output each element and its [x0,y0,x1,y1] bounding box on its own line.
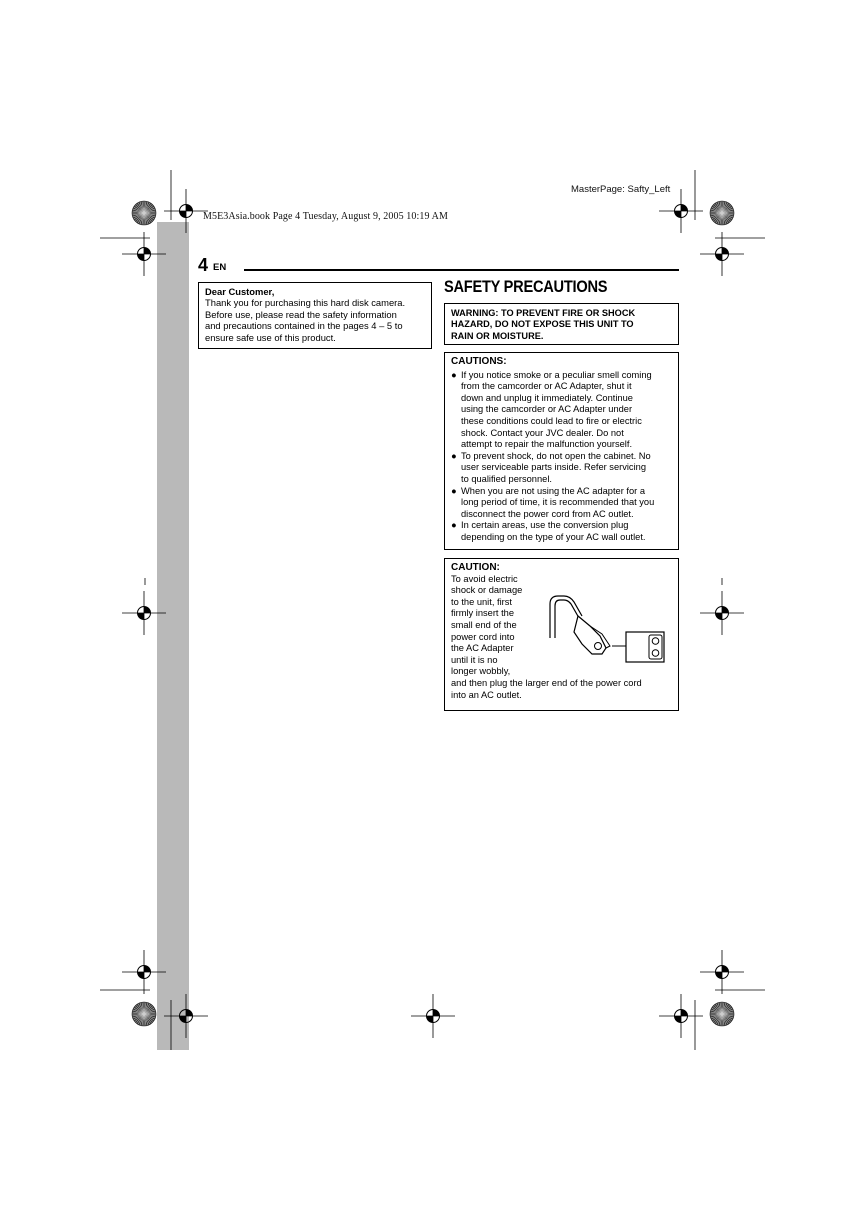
caution-line: To prevent shock, do not open the cabinet. No [461,450,651,461]
power-plug-illustration [546,590,668,668]
dear-customer-line: and precautions contained in the pages 4 – 5 to [205,320,403,332]
bullet-icon: ● [451,369,457,380]
color-rosette-icon [132,1002,156,1026]
cautions-box [444,352,679,550]
master-page-label: MasterPage: Safty_Left [571,184,671,195]
registration-crosshair-icon [122,591,166,635]
caution-line: When you are not using the AC adapter for a [461,485,645,496]
registration-crosshair-icon [659,189,703,233]
registration-crosshair-icon [122,232,166,276]
dear-customer-line: Before use, please read the safety information [205,308,397,320]
dear-customer-line: Thank you for purchasing this hard disk camera. [205,297,406,309]
caution-item [451,370,672,451]
cautions-list [451,370,672,544]
dear-customer-box [198,282,432,349]
warning-box [444,303,679,345]
bullet-icon: ● [451,520,457,531]
caution-line: attempt to repair the malfunction yourself. [461,439,633,450]
caution-text-line: firmly insert the [451,608,515,619]
caution-narrow-text [451,574,537,678]
caution-line: using the camcorder or AC Adapter under [461,404,633,415]
caution-heading: CAUTION: [451,562,500,573]
caution-item [451,486,672,521]
caution-text-line: into an AC outlet. [451,689,522,700]
warning-line: RAIN OR MOISTURE. [451,330,544,341]
caution-text-line: small end of the [451,619,517,630]
color-rosette-icon [132,201,156,225]
caution-line: depending on the type of your AC wall outlet. [461,531,646,542]
bullet-icon: ● [451,485,457,496]
registration-crosshair-icon [700,591,744,635]
dear-customer-line: ensure safe use of this product. [205,331,336,343]
page-number: 4 [198,255,209,275]
registration-crosshair-icon [700,950,744,994]
caution-text-line: shock or damage [451,585,523,596]
color-rosette-icon [710,201,734,225]
registration-crosshair-icon [659,994,703,1038]
caution-line: these conditions could lead to fire or electric [461,415,642,426]
caution-item [451,520,672,543]
warning-line: HAZARD, DO NOT EXPOSE THIS UNIT TO [451,319,634,330]
warning-line: WARNING: TO PREVENT FIRE OR SHOCK [451,308,636,318]
caution-text-line: to the unit, first [451,596,512,607]
color-rosette-icon [710,1002,734,1026]
caution-line: shock. Contact your JVC dealer. Do not [461,427,624,438]
caution-line: disconnect the power cord from AC outlet. [461,508,634,519]
registration-crosshair-icon [122,950,166,994]
caution-line: long period of time, it is recommended that you [461,497,655,508]
book-info-line: M5E3Asia.book Page 4 Tuesday, August 9, 2005 10:19 AM [203,211,448,222]
caution-line: from the camcorder or AC Adapter, shut it [461,381,632,392]
caution-text-line: until it is no [451,654,498,665]
page-language: EN [213,262,227,273]
registration-crosshair-icon [411,994,455,1038]
caution-text-line: and then plug the larger end of the power cord [451,677,642,688]
header-rule [244,269,679,271]
caution-line: to qualified personnel. [461,473,552,484]
safety-precautions-title: SAFETY PRECAUTIONS [444,277,608,296]
cautions-heading: CAUTIONS: [451,356,507,367]
caution-text-line: the AC Adapter [451,643,514,654]
caution-text-line: To avoid electric [451,573,518,584]
registration-crosshair-icon [700,232,744,276]
caution-text-line: longer wobbly, [451,666,511,677]
caution-line: In certain areas, use the conversion plug [461,520,629,531]
caution-line: down and unplug it immediately. Continue [461,392,633,403]
caution-line: user serviceable parts inside. Refer servicing [461,462,646,473]
caution-line: If you notice smoke or a peculiar smell coming [461,369,652,380]
bullet-icon: ● [451,450,457,461]
caution-text-line: power cord into [451,631,515,642]
caution-item [451,451,672,486]
dear-customer-title: Dear Customer, [205,286,275,297]
